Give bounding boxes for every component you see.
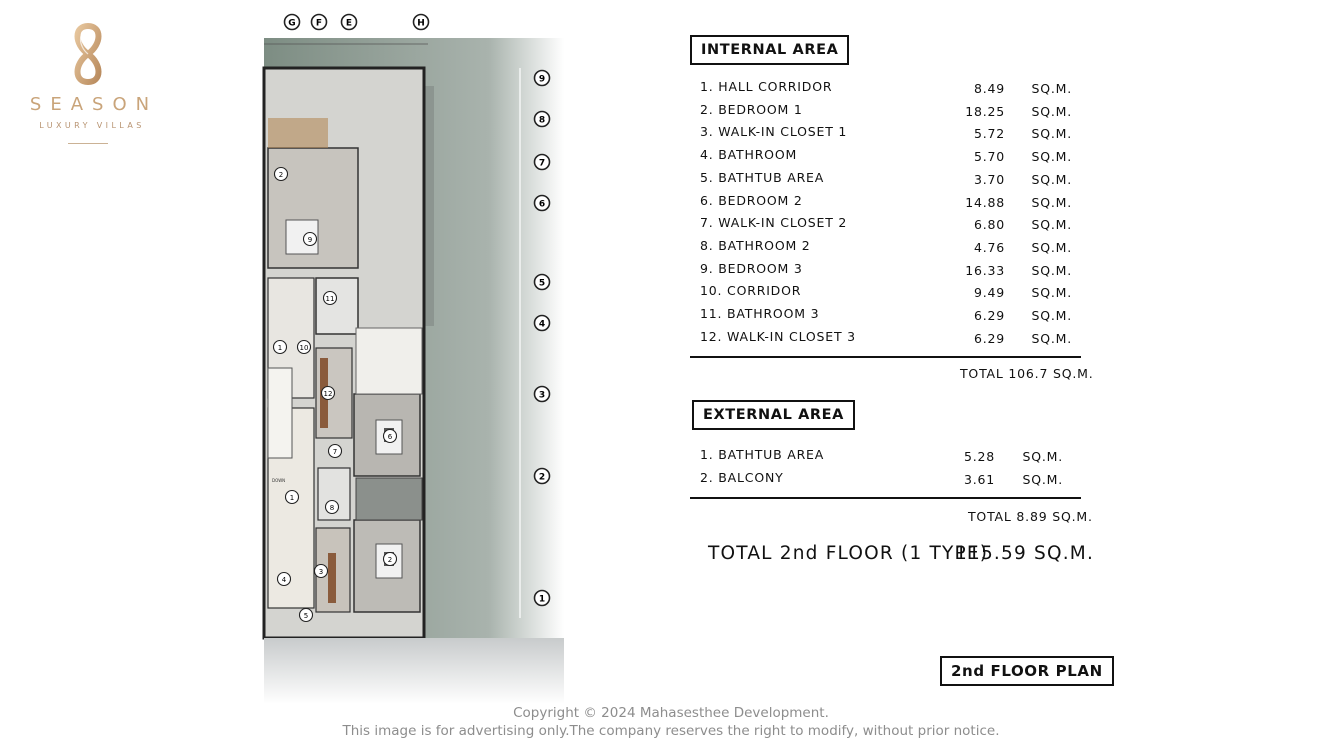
disclaimer-line: This image is for advertising only.The company reserves the right to modify, without prior notice. (342, 723, 1000, 739)
room-number-tag (274, 341, 287, 354)
brand-tagline: LUXURY VILLAS (39, 121, 145, 130)
svg-text:F: F (315, 18, 323, 29)
grid-axis-marker (535, 275, 550, 290)
svg-text:3: 3 (538, 390, 546, 401)
balcony (356, 328, 422, 394)
room-area-value: 18.25 (965, 103, 1005, 119)
room-name: 1. BATHTUB AREA (700, 447, 825, 462)
internal-row (700, 170, 1075, 190)
area-unit: SQ.M. (1031, 285, 1072, 301)
floor-plan-drawing (258, 8, 578, 708)
grid-axis-marker (535, 155, 550, 170)
room-name: 11. BATHROOM 3 (700, 306, 820, 321)
svg-text:2: 2 (538, 472, 546, 483)
room-name: 1. HALL CORRIDOR (700, 79, 833, 94)
external-divider (690, 497, 1081, 499)
room-number-tag (298, 341, 311, 354)
svg-text:G: G (288, 18, 296, 29)
svg-text:6: 6 (538, 199, 546, 210)
room-number-tag (304, 233, 317, 246)
svg-text:7: 7 (538, 158, 546, 169)
svg-text:3: 3 (318, 568, 324, 576)
internal-row (700, 124, 1075, 144)
area-unit: SQ.M. (1031, 126, 1072, 142)
grid-axis-marker (535, 196, 550, 211)
svg-text:5: 5 (303, 612, 309, 620)
svg-text:8: 8 (329, 504, 335, 512)
area-unit: SQ.M. (1031, 262, 1072, 278)
area-unit: SQ.M. (1031, 239, 1072, 255)
room-area-value: 6.29 (973, 308, 1005, 323)
room-name: 7. WALK-IN CLOSET 2 (700, 215, 848, 231)
down-label: DOWN (272, 478, 286, 483)
room-number-tag (275, 168, 288, 181)
internal-divider (690, 356, 1081, 358)
area-unit: SQ.M. (1031, 217, 1072, 233)
grid-axis-marker (535, 469, 550, 484)
svg-text:10: 10 (299, 344, 309, 352)
room-area-value: 3.70 (973, 171, 1005, 187)
external-total: TOTAL 8.89 SQ.M. (968, 509, 1093, 524)
svg-text:1: 1 (289, 494, 295, 502)
internal-row (700, 283, 1075, 303)
svg-text:7: 7 (332, 448, 338, 456)
internal-row (700, 215, 1075, 235)
room-area-value: 4.76 (973, 239, 1005, 255)
area-unit: SQ.M. (1031, 103, 1072, 119)
grid-axis-marker (535, 112, 550, 127)
room-area-value: 3.61 (963, 471, 995, 487)
area-unit: SQ.M. (1031, 330, 1072, 346)
svg-text:12: 12 (323, 390, 333, 398)
area-unit: SQ.M. (1031, 149, 1072, 165)
svg-text:5: 5 (538, 278, 546, 289)
room-name: 3. WALK-IN CLOSET 1 (700, 124, 848, 140)
internal-row (700, 306, 1075, 326)
grid-axis-marker (535, 591, 550, 606)
svg-text:1: 1 (277, 344, 283, 352)
grid-axis-marker (414, 15, 429, 30)
room-area-value: 16.33 (965, 262, 1005, 278)
room-number-tag (278, 573, 291, 586)
external-row (700, 447, 1075, 467)
external-row (700, 470, 1075, 490)
room-number-tag (329, 445, 342, 458)
svg-text:6: 6 (387, 433, 393, 441)
internal-total: TOTAL 106.7 SQ.M. (960, 366, 1094, 381)
grid-axis-marker (342, 15, 357, 30)
svg-text:4: 4 (281, 576, 287, 584)
copyright-line: Copyright © 2024 Mahasesthee Development. (513, 705, 829, 721)
room-name: 6. BEDROOM 2 (700, 192, 803, 208)
area-unit: SQ.M. (1022, 471, 1063, 487)
room-area-value: 6.80 (973, 217, 1005, 233)
grid-axis-marker (312, 15, 327, 30)
grand-total (708, 543, 1095, 564)
svg-text:4: 4 (538, 319, 546, 330)
svg-text:9: 9 (307, 236, 313, 244)
infinity-eight-logo-icon (68, 22, 108, 86)
svg-text:2: 2 (387, 556, 393, 564)
room-area-value: 5.28 (963, 449, 995, 464)
internal-row (700, 147, 1075, 167)
internal-row (700, 238, 1075, 258)
room-bathroom-3 (316, 278, 358, 334)
room-name: 4. BATHROOM (700, 147, 798, 163)
svg-text:9: 9 (538, 74, 546, 85)
svg-text:H: H (417, 18, 425, 29)
area-unit: SQ.M. (1031, 194, 1072, 210)
room-number-tag (326, 501, 339, 514)
grand-total-value: 115.59 SQ.M. (955, 543, 1095, 564)
external-area-heading: EXTERNAL AREA (692, 400, 855, 430)
grid-axis-marker (535, 387, 550, 402)
room-name: 2. BEDROOM 1 (700, 101, 803, 117)
room-number-tag (384, 430, 397, 443)
logo-divider (68, 143, 108, 144)
walkway (264, 638, 564, 704)
room-number-tag (315, 565, 328, 578)
room-area-value: 8.49 (973, 81, 1005, 96)
brand-name: SEASON (29, 94, 159, 115)
internal-row (700, 193, 1075, 213)
room-area-value: 9.49 (973, 285, 1005, 301)
room-number-tag (286, 491, 299, 504)
room-number-tag (322, 387, 335, 400)
svg-text:11: 11 (325, 295, 335, 303)
room-area-value: 5.70 (973, 149, 1005, 165)
room-area-value: 6.29 (973, 330, 1005, 346)
internal-area-heading: INTERNAL AREA (690, 35, 849, 65)
room-number-tag (384, 553, 397, 566)
internal-row (700, 329, 1075, 349)
room-name: 12. WALK-IN CLOSET 3 (700, 328, 856, 344)
internal-row (700, 79, 1075, 99)
svg-text:1: 1 (538, 594, 546, 605)
svg-text:E: E (345, 18, 353, 29)
grid-axis-marker (285, 15, 300, 30)
room-number-tag (300, 609, 313, 622)
room-area-value: 5.72 (973, 126, 1005, 142)
room-number-tag (324, 292, 337, 305)
area-unit: SQ.M. (1031, 308, 1072, 323)
stairs (268, 368, 292, 458)
grand-total-label: TOTAL 2nd FLOOR (1 TYPE) (708, 543, 989, 564)
floor-plan-label: 2nd FLOOR PLAN (940, 656, 1114, 686)
room-name: 2. BALCONY (700, 469, 784, 485)
room-name: 5. BATHTUB AREA (700, 169, 825, 185)
grid-axis-marker (535, 316, 550, 331)
area-unit: SQ.M. (1031, 171, 1072, 187)
svg-text:2: 2 (278, 171, 284, 179)
room-name: 8. BATHROOM 2 (700, 237, 811, 253)
room-name: 10. CORRIDOR (700, 283, 802, 299)
area-unit: SQ.M. (1022, 449, 1063, 464)
grid-axis-marker (535, 71, 550, 86)
svg-text:8: 8 (538, 115, 546, 126)
internal-row (700, 261, 1075, 281)
room-area-value: 14.88 (965, 194, 1005, 210)
brand-logo (22, 22, 159, 152)
internal-row (700, 102, 1075, 122)
room-name: 9. BEDROOM 3 (700, 260, 803, 276)
area-unit: SQ.M. (1031, 81, 1072, 96)
